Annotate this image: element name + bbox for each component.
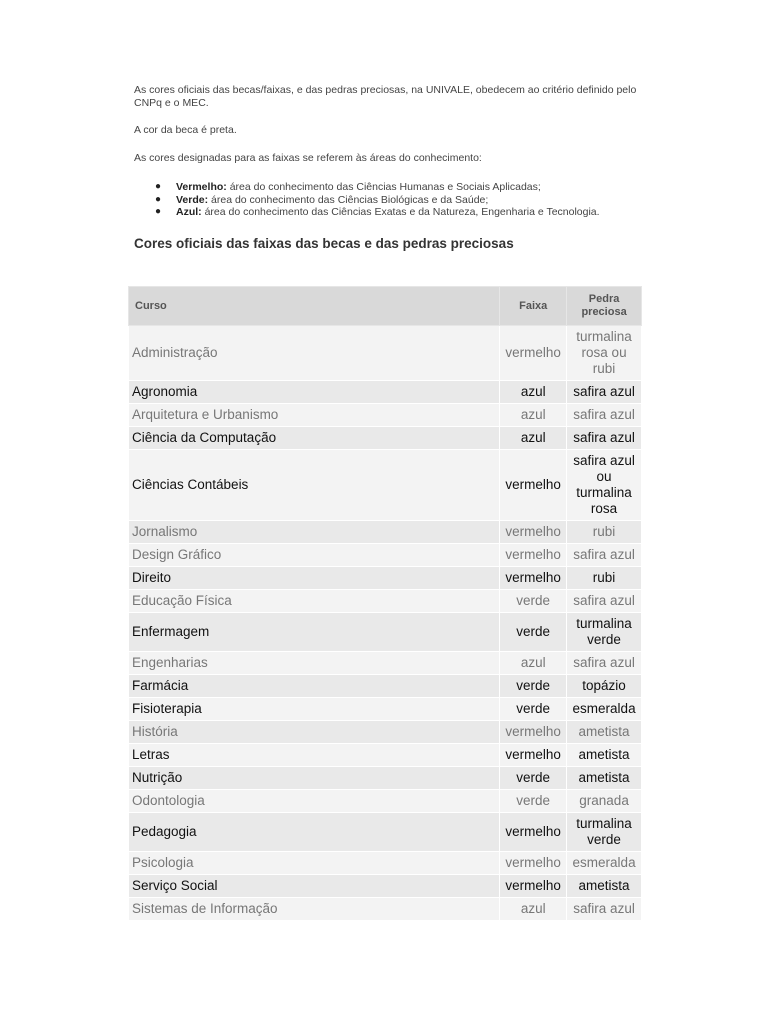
cell-pedra: esmeralda <box>567 852 642 875</box>
cell-faixa: vermelho <box>500 450 567 521</box>
cell-pedra: safira azul <box>567 898 642 921</box>
document-body <box>134 84 644 252</box>
header-curso: Curso <box>129 287 500 326</box>
table-row <box>129 767 642 790</box>
cell-faixa: vermelho <box>500 521 567 544</box>
cell-faixa: vermelho <box>500 326 567 381</box>
area-term: Vermelho: <box>176 181 227 193</box>
table-row <box>129 852 642 875</box>
table-row <box>129 381 642 404</box>
cell-pedra: turmalina rosa ou rubi <box>567 326 642 381</box>
cell-faixa: verde <box>500 790 567 813</box>
cell-pedra: turmalina verde <box>567 813 642 852</box>
cell-faixa: azul <box>500 652 567 675</box>
table-row <box>129 898 642 921</box>
colors-table <box>128 286 642 921</box>
bullet-icon: ● <box>155 193 162 205</box>
cell-pedra: safira azul <box>567 544 642 567</box>
table-body <box>129 326 642 921</box>
table-row <box>129 875 642 898</box>
bullet-icon: ● <box>155 181 162 192</box>
table-row <box>129 544 642 567</box>
cell-curso: Design Gráfico <box>129 544 500 567</box>
table-row <box>129 590 642 613</box>
cell-curso: Sistemas de Informação <box>129 898 500 921</box>
cell-faixa: azul <box>500 404 567 427</box>
cell-pedra: safira azul ou turmalina rosa <box>567 450 642 521</box>
cell-curso: Letras <box>129 744 500 767</box>
list-item <box>134 181 644 194</box>
cell-pedra: ametista <box>567 721 642 744</box>
cell-curso: Farmácia <box>129 675 500 698</box>
cell-faixa: vermelho <box>500 544 567 567</box>
intro-paragraph-1: As cores oficiais das becas/faixas, e das pedras preciosas, na UNIVALE, obedecem ao critério definido pelo CNPq e o MEC. <box>134 84 637 109</box>
cell-pedra: safira azul <box>567 404 642 427</box>
table-header-row <box>129 287 642 326</box>
cell-curso: Ciência da Computação <box>129 427 500 450</box>
cell-curso: Agronomia <box>129 381 500 404</box>
table-row <box>129 427 642 450</box>
cell-faixa: azul <box>500 381 567 404</box>
cell-curso: Psicologia <box>129 852 500 875</box>
cell-pedra: ametista <box>567 875 642 898</box>
cell-curso: Engenharias <box>129 652 500 675</box>
table-row <box>129 613 642 652</box>
table-row <box>129 450 642 521</box>
cell-pedra: safira azul <box>567 381 642 404</box>
cell-pedra: rubi <box>567 567 642 590</box>
list-item <box>134 194 644 207</box>
cell-pedra: granada <box>567 790 642 813</box>
cell-curso: Nutrição <box>129 767 500 790</box>
table-row <box>129 652 642 675</box>
cell-curso: Pedagogia <box>129 813 500 852</box>
cell-faixa: verde <box>500 613 567 652</box>
cell-curso: Direito <box>129 567 500 590</box>
cell-faixa: verde <box>500 590 567 613</box>
cell-curso: Administração <box>129 326 500 381</box>
cell-curso: Arquitetura e Urbanismo <box>129 404 500 427</box>
cell-faixa: vermelho <box>500 744 567 767</box>
cell-faixa: vermelho <box>500 813 567 852</box>
cell-curso: Serviço Social <box>129 875 500 898</box>
section-title: Cores oficiais das faixas das becas e das pedras preciosas <box>134 235 514 251</box>
header-pedra: Pedra preciosa <box>567 287 642 326</box>
cell-faixa: verde <box>500 698 567 721</box>
cell-faixa: vermelho <box>500 852 567 875</box>
cell-pedra: ametista <box>567 767 642 790</box>
cell-pedra: safira azul <box>567 652 642 675</box>
cell-curso: Odontologia <box>129 790 500 813</box>
table-row <box>129 813 642 852</box>
area-desc: área do conhecimento das Ciências Exatas e da Natureza, Engenharia e Tecnologia. <box>201 206 600 218</box>
intro-paragraph-3: As cores designadas para as faixas se referem às áreas do conhecimento: <box>134 151 482 164</box>
cell-curso: História <box>129 721 500 744</box>
cell-faixa: verde <box>500 767 567 790</box>
cell-curso: Educação Física <box>129 590 500 613</box>
area-term: Azul: <box>176 206 202 218</box>
header-faixa: Faixa <box>500 287 567 326</box>
table-row <box>129 744 642 767</box>
table-row <box>129 790 642 813</box>
cell-curso: Ciências Contábeis <box>129 450 500 521</box>
cell-pedra: turmalina verde <box>567 613 642 652</box>
area-desc: área do conhecimento das Ciências Humanas e Sociais Aplicadas; <box>226 181 541 193</box>
cell-curso: Jornalismo <box>129 521 500 544</box>
cell-pedra: ametista <box>567 744 642 767</box>
area-term: Verde: <box>176 193 209 206</box>
table-row <box>129 567 642 590</box>
cell-curso: Enfermagem <box>129 613 500 652</box>
table-row <box>129 675 642 698</box>
bullet-icon: ● <box>155 206 162 217</box>
cell-faixa: vermelho <box>500 721 567 744</box>
cell-faixa: azul <box>500 427 567 450</box>
table-row <box>129 326 642 381</box>
table-row <box>129 698 642 721</box>
cell-curso: Fisioterapia <box>129 698 500 721</box>
cell-pedra: topázio <box>567 675 642 698</box>
cell-faixa: vermelho <box>500 875 567 898</box>
list-item <box>134 206 644 219</box>
cell-faixa: verde <box>500 675 567 698</box>
cell-faixa: azul <box>500 898 567 921</box>
areas-list <box>134 181 644 219</box>
cell-pedra: safira azul <box>567 427 642 450</box>
table-row <box>129 721 642 744</box>
cell-pedra: rubi <box>567 521 642 544</box>
cell-pedra: esmeralda <box>567 698 642 721</box>
intro-paragraph-2: A cor da beca é preta. <box>134 124 237 136</box>
table-row <box>129 404 642 427</box>
table-row <box>129 521 642 544</box>
cell-faixa: vermelho <box>500 567 567 590</box>
cell-pedra: safira azul <box>567 590 642 613</box>
area-desc: área do conhecimento das Ciências Biológicas e da Saúde; <box>208 193 489 206</box>
